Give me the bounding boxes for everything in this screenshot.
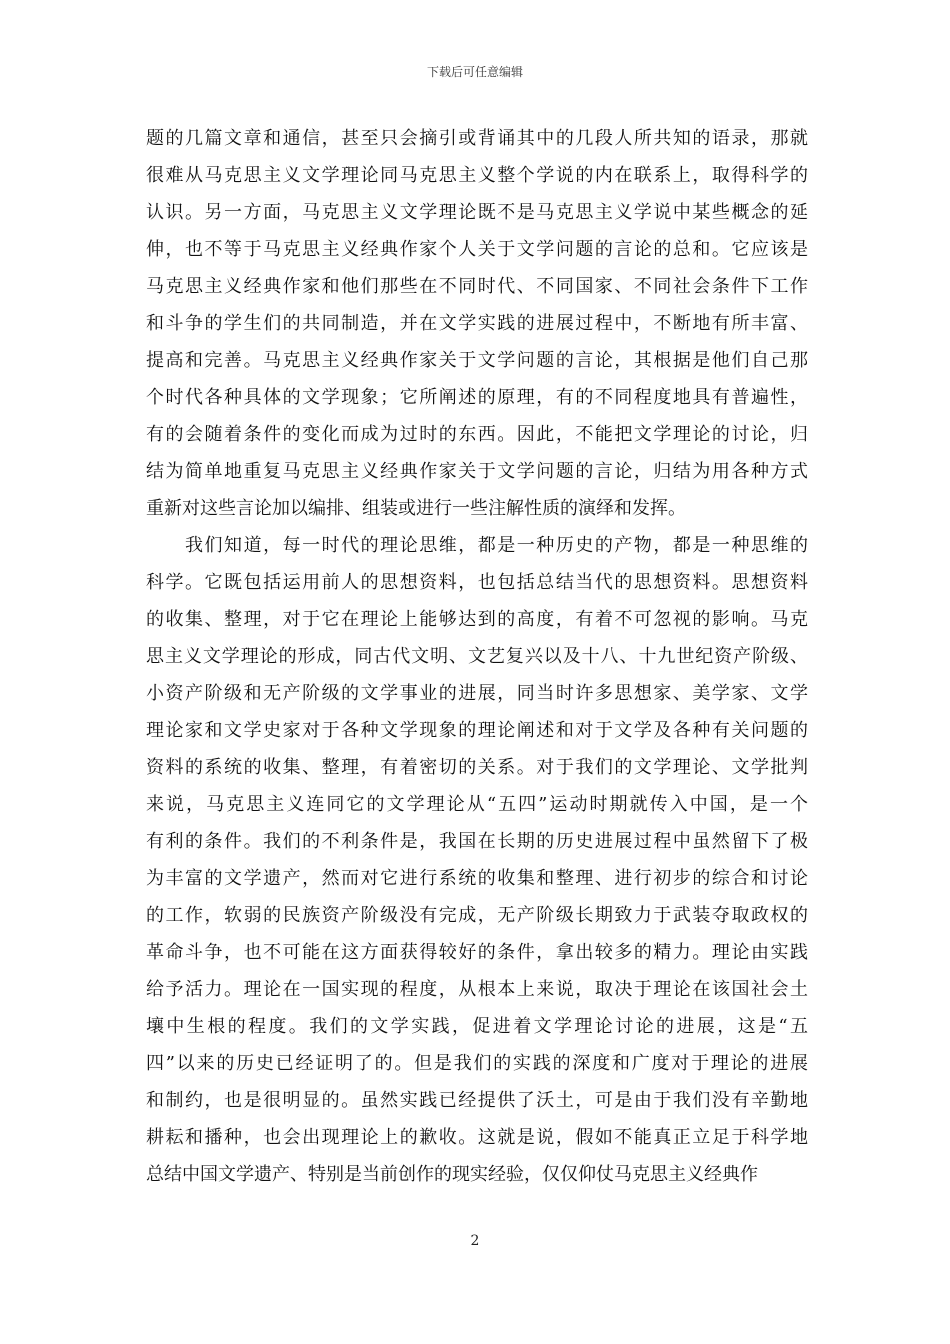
text-line: 的收集、整理，对于它在理论上能够达到的高度，有着不可忽视的影响。马克: [146, 609, 808, 630]
text-line: 小资产阶级和无产阶级的文学事业的进展，同当时许多思想家、美学家、文学: [146, 683, 808, 704]
text-line: 马克思主义经典作家和他们那些在不同时代、不同国家、不同社会条件下工作: [146, 276, 808, 297]
text-line: 我们知道，每一时代的理论思维，都是一种历史的产物，都是一种思维的: [146, 535, 808, 556]
text-line: 思主义文学理论的形成，同古代文明、文艺复兴以及十八、十九世纪资产阶级、: [146, 646, 808, 667]
text-line: 认识。另一方面，马克思主义文学理论既不是马克思主义学说中某些概念的延: [146, 202, 808, 223]
text-line: 给予活力。理论在一国实现的程度，从根本上来说，取决于理论在该国社会土: [146, 979, 808, 1000]
text-line: 资料的系统的收集、整理，有着密切的关系。对于我们的文学理论、文学批判: [146, 757, 808, 778]
text-line: 四”以来的历史已经证明了的。但是我们的实践的深度和广度对于理论的进展: [146, 1053, 808, 1074]
document-body: [146, 120, 808, 1193]
page-number: 2: [470, 1233, 480, 1249]
text-line: 为丰富的文学遗产，然而对它进行系统的收集和整理、进行初步的综合和讨论: [146, 868, 808, 889]
text-line: 有的会随着条件的变化而成为过时的东西。因此，不能把文学理论的讨论，归: [146, 424, 808, 445]
text-line: 总结中国文学遗产、特别是当前创作的现实经验，仅仅仰仗马克思主义经典作: [146, 1164, 758, 1185]
text-line: 和斗争的学生们的共同制造，并在文学实践的进展过程中，不断地有所丰富、: [146, 313, 808, 334]
text-line: 个时代各种具体的文学现象；它所阐述的原理，有的不同程度地具有普遍性，: [146, 387, 808, 408]
text-line: 重新对这些言论加以编排、组装或进行一些注解性质的演绎和发挥。: [146, 498, 686, 519]
paragraph-2: [146, 527, 808, 1193]
text-line: 提高和完善。马克思主义经典作家关于文学问题的言论，其根据是他们自己那: [146, 350, 808, 371]
page-header: 下载后可任意编辑: [426, 65, 523, 79]
text-line: 革命斗争，也不可能在这方面获得较好的条件，拿出较多的精力。理论由实践: [146, 942, 808, 963]
text-line: 有利的条件。我们的不利条件是，我国在长期的历史进展过程中虽然留下了极: [146, 831, 808, 852]
paragraph-1: [146, 120, 808, 527]
text-line: 的工作，软弱的民族资产阶级没有完成，无产阶级长期致力于武装夺取政权的: [146, 905, 808, 926]
text-line: 很难从马克思主义文学理论同马克思主义整个学说的内在联系上，取得科学的: [146, 165, 808, 186]
text-line: 题的几篇文章和通信，甚至只会摘引或背诵其中的几段人所共知的语录，那就: [146, 128, 808, 149]
text-line: 耕耘和播种，也会出现理论上的歉收。这就是说，假如不能真正立足于科学地: [146, 1127, 808, 1148]
text-line: 结为简单地重复马克思主义经典作家关于文学问题的言论，归结为用各种方式: [146, 461, 808, 482]
text-line: 理论家和文学史家对于各种文学现象的理论阐述和对于文学及各种有关问题的: [146, 720, 808, 741]
text-line: 伸，也不等于马克思主义经典作家个人关于文学问题的言论的总和。它应该是: [146, 239, 808, 260]
text-line: 壤中生根的程度。我们的文学实践，促进着文学理论讨论的进展，这是“五: [146, 1016, 808, 1037]
text-line: 科学。它既包括运用前人的思想资料，也包括总结当代的思想资料。思想资料: [146, 572, 808, 593]
text-line: 来说，马克思主义连同它的文学理论从“五四”运动时期就传入中国，是一个: [146, 794, 808, 815]
text-line: 和制约，也是很明显的。虽然实践已经提供了沃土，可是由于我们没有辛勤地: [146, 1090, 808, 1111]
